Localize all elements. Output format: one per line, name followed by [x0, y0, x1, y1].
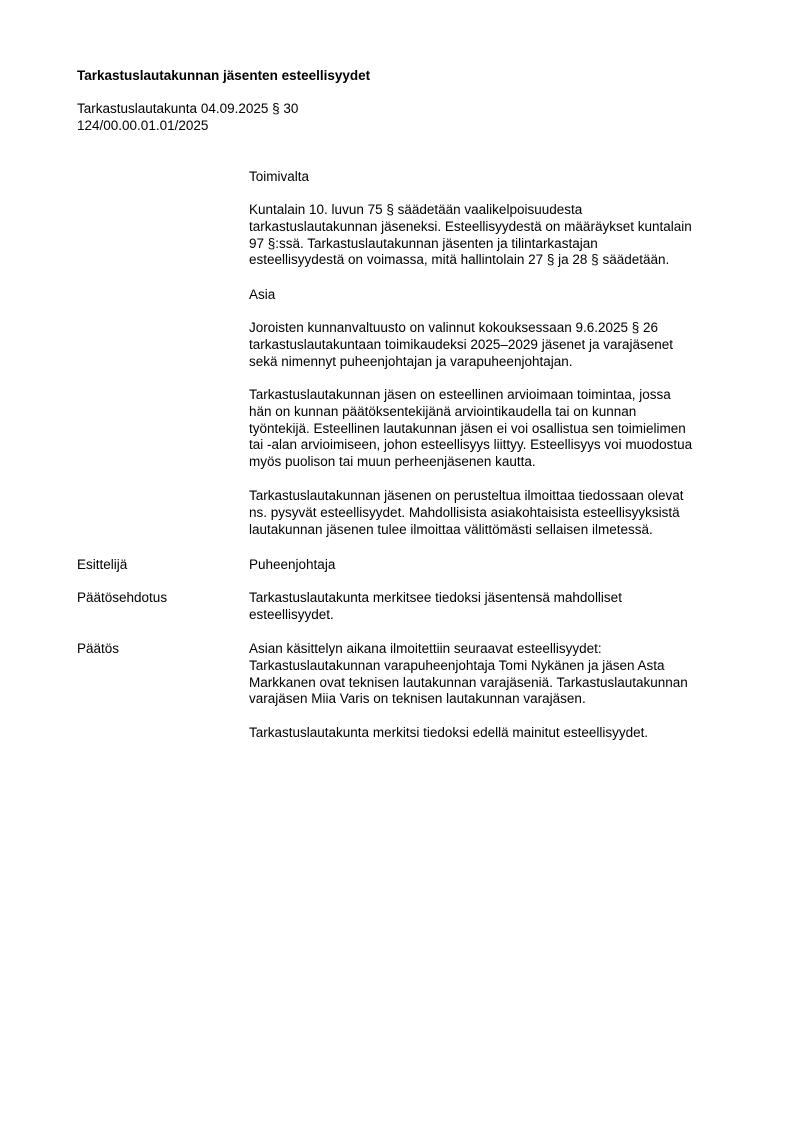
decision-line: Markkanen ovat teknisen lautakunnan varajäseniä. Tarkastuslautakunnan: [249, 674, 688, 690]
matter-line: Joroisten kunnanvaltuusto on valinnut kokouksessaan 9.6.2025 § 26: [249, 320, 659, 335]
proposal-line: Tarkastuslautakunta merkitsee tiedoksi jäsentensä mahdolliset: [249, 590, 622, 605]
decision-line: Tarkastuslautakunnan varapuheenjohtaja Tomi Nykänen ja jäsen Asta: [249, 657, 665, 673]
matter-section: [249, 287, 749, 304]
proposal-line: esteellisyydet.: [249, 606, 334, 622]
presenter-label: Esittelijä: [77, 557, 128, 572]
record-number: 124/00.00.01.01/2025: [77, 117, 209, 133]
competence-line: Kuntalain 10. luvun 75 § säädetään vaalikelpoisuudesta: [249, 202, 583, 217]
matter-line: hän on kunnan päätöksentekijänä arviointikaudella tai on kunnan: [249, 403, 637, 419]
document-title: Tarkastuslautakunnan jäsenten esteellisyydet: [77, 68, 371, 83]
meeting-line: Tarkastuslautakunta 04.09.2025 § 30: [77, 101, 299, 116]
decision-line: Tarkastuslautakunta merkitsi tiedoksi edellä mainitut esteellisyydet.: [249, 725, 649, 740]
matter-line: myös puolison tai muun perheenjäsenen kautta.: [249, 454, 536, 470]
decision-paragraph-2: [249, 725, 749, 742]
matter-line: Tarkastuslautakunnan jäsenen on perusteltua ilmoittaa tiedossaan olevat: [249, 488, 684, 503]
matter-line: työntekijä. Esteellinen lautakunnan jäsen ei voi osallistua sen toimielimen: [249, 420, 686, 436]
competence-section: [249, 169, 749, 186]
competence-line: esteellisyydestä on voimassa, mitä hallintolain 27 § ja 28 § säädetään.: [249, 252, 670, 268]
matter-paragraph-1: [249, 320, 749, 370]
competence-line: 97 §:ssä. Tarkastuslautakunnan jäsenten ja tilintarkastajan: [249, 235, 598, 251]
competence-heading: Toimivalta: [249, 169, 310, 184]
presenter-value-block: [249, 557, 749, 574]
decision-label: Päätös: [77, 641, 120, 656]
document-meta: [77, 101, 298, 135]
competence-text: [249, 202, 749, 269]
matter-line: tarkastuslautakuntaan toimikaudeksi 2025–2029 jäsenet ja varajäsenet: [249, 336, 674, 352]
matter-line: tai -alan arvioimiseen, johon esteellisyys liittyy. Esteellisyys voi muodostua: [249, 437, 693, 453]
matter-paragraph-2: [249, 387, 749, 471]
decision-line: varajäsen Miia Varis on teknisen lautakunnan varajäsen.: [249, 691, 586, 707]
matter-line: Tarkastuslautakunnan jäsen on esteellinen arvioimaan toimintaa, jossa: [249, 387, 671, 402]
matter-heading: Asia: [249, 287, 276, 302]
matter-line: lautakunnan jäsenen tulee ilmoittaa välittömästi sellaisen ilmetessä.: [249, 521, 653, 537]
matter-line: ns. pysyvät esteellisyydet. Mahdollisista asiakohtaisista esteellisyyksistä: [249, 504, 680, 520]
matter-line: sekä nimennyt puheenjohtajan ja varapuheenjohtajan.: [249, 353, 573, 369]
decision-paragraph-1: [249, 641, 749, 708]
proposal-text: [249, 590, 749, 624]
proposal-label: Päätösehdotus: [77, 590, 168, 605]
decision-line: Asian käsittelyn aikana ilmoitettiin seuraavat esteellisyydet:: [249, 641, 602, 656]
matter-paragraph-3: [249, 488, 749, 538]
competence-line: tarkastuslautakunnan jäseneksi. Esteellisyydestä on määräykset kuntalain: [249, 218, 692, 234]
presenter-value: Puheenjohtaja: [249, 557, 336, 572]
